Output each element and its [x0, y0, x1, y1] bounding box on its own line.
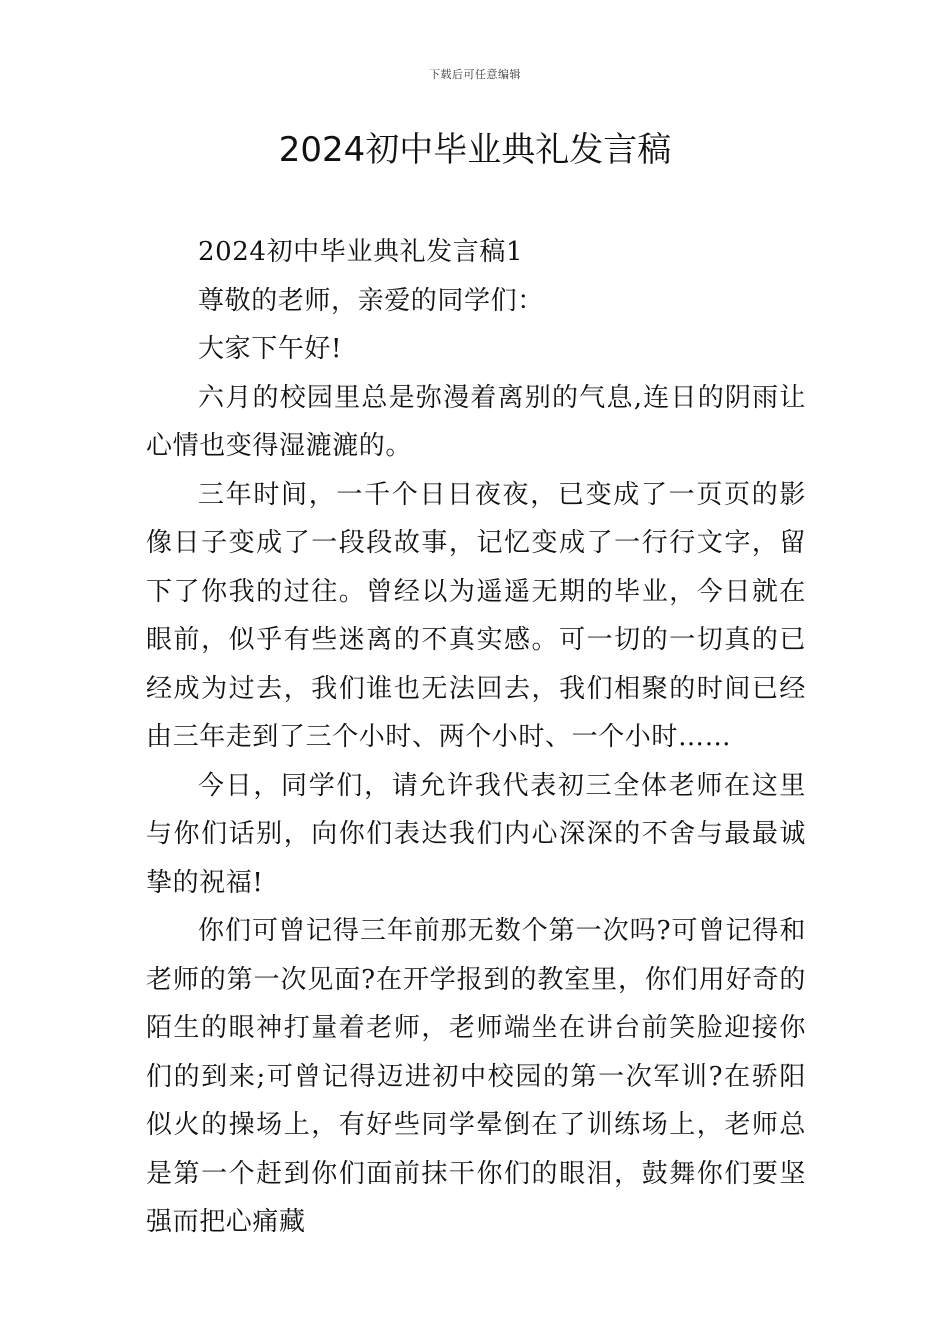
document-body	[146, 228, 806, 1247]
body-paragraph: 你们可曾记得三年前那无数个第一次吗?可曾记得和老师的第一次见面?在开学报到的教室里，你们用好奇的陌生的眼神打量着老师，老师端坐在讲台前笑脸迎接你们的到来;可曾记得迈进初中校园的第一次军训?在骄阳似火的操场上，有好些同学晕倒在了训练场上，老师总是第一个赶到你们面前抹干你们的眼泪，鼓舞你们要坚强而把心痛藏	[146, 916, 806, 1237]
subtitle-paragraph: 2024初中毕业典礼发言稿1	[198, 237, 524, 267]
body-paragraph: 三年时间，一千个日日夜夜，已变成了一页页的影像日子变成了一段段故事，记忆变成了一行行文字，留下了你我的过往。曾经以为遥遥无期的毕业，今日就在眼前，似乎有些迷离的不真实感。可一切的一切真的已经成为过去，我们谁也无法回去，我们相聚的时间已经由三年走到了三个小时、两个小时、一个小时……	[146, 479, 806, 752]
header-note: 下载后可任意编辑	[429, 68, 521, 81]
body-paragraph: 今日，同学们，请允许我代表初三全体老师在这里与你们话别，向你们表达我们内心深深的不舍与最最诚挚的祝福!	[146, 770, 806, 898]
greeting-paragraph: 大家下午好!	[198, 334, 343, 364]
document-title: 2024初中毕业典礼发言稿	[278, 130, 672, 170]
body-paragraph: 六月的校园里总是弥漫着离别的气息,连日的阴雨让心情也变得湿漉漉的。	[146, 382, 806, 461]
salutation-paragraph: 尊敬的老师，亲爱的同学们：	[198, 285, 544, 316]
